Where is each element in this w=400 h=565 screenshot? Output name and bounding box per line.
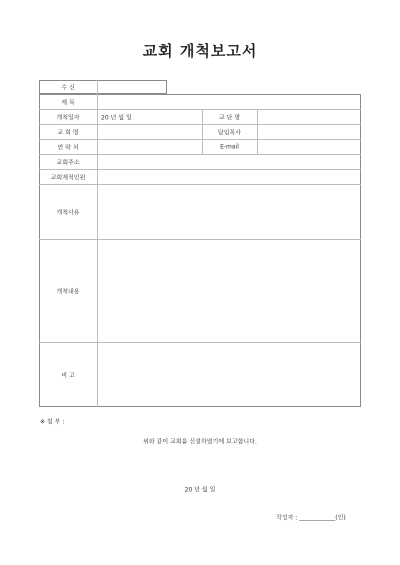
details-field[interactable] xyxy=(98,240,360,341)
remarks-field[interactable] xyxy=(98,343,360,406)
address-field[interactable] xyxy=(98,155,360,168)
reason-field[interactable] xyxy=(98,185,360,238)
denomination-field[interactable] xyxy=(258,110,360,123)
founding-date-label: 개척일자 xyxy=(56,114,80,121)
author-line: 작성자 : ____________(인) xyxy=(276,514,346,522)
reason-label: 개척사유 xyxy=(56,209,80,216)
date-line: 20 년 월 일 xyxy=(184,486,216,494)
recipient-label: 수 신 xyxy=(61,84,75,92)
church-name-field[interactable] xyxy=(98,125,201,138)
remarks-label: 비 고 xyxy=(61,372,75,379)
denomination-label: 교 단 명 xyxy=(218,114,241,121)
details-label: 개척내용 xyxy=(56,288,80,295)
attachment-line: ※ 첨 부 : xyxy=(40,418,65,426)
statement-line: 위와 같이 교회를 신설하였기에 보고합니다. xyxy=(143,438,257,446)
email-field[interactable] xyxy=(258,140,360,153)
contact-label: 연 락 처 xyxy=(57,144,79,151)
subject-label: 제 목 xyxy=(61,99,75,106)
members-field[interactable] xyxy=(98,170,360,183)
document-title: 교회 개척보고서 xyxy=(142,42,258,60)
church-name-label: 교 회 명 xyxy=(57,129,79,136)
address-label: 교회주소 xyxy=(56,159,80,166)
pastor-field[interactable] xyxy=(258,125,360,138)
recipient-field[interactable] xyxy=(98,81,166,93)
subject-field[interactable] xyxy=(98,95,360,108)
pastor-label: 담임목사 xyxy=(217,129,242,136)
founding-date-value[interactable]: 20 년 월 일 xyxy=(101,114,132,121)
contact-field[interactable] xyxy=(98,140,201,153)
members-label: 교회재적인원 xyxy=(50,174,86,181)
email-label: E-mail xyxy=(220,143,239,150)
